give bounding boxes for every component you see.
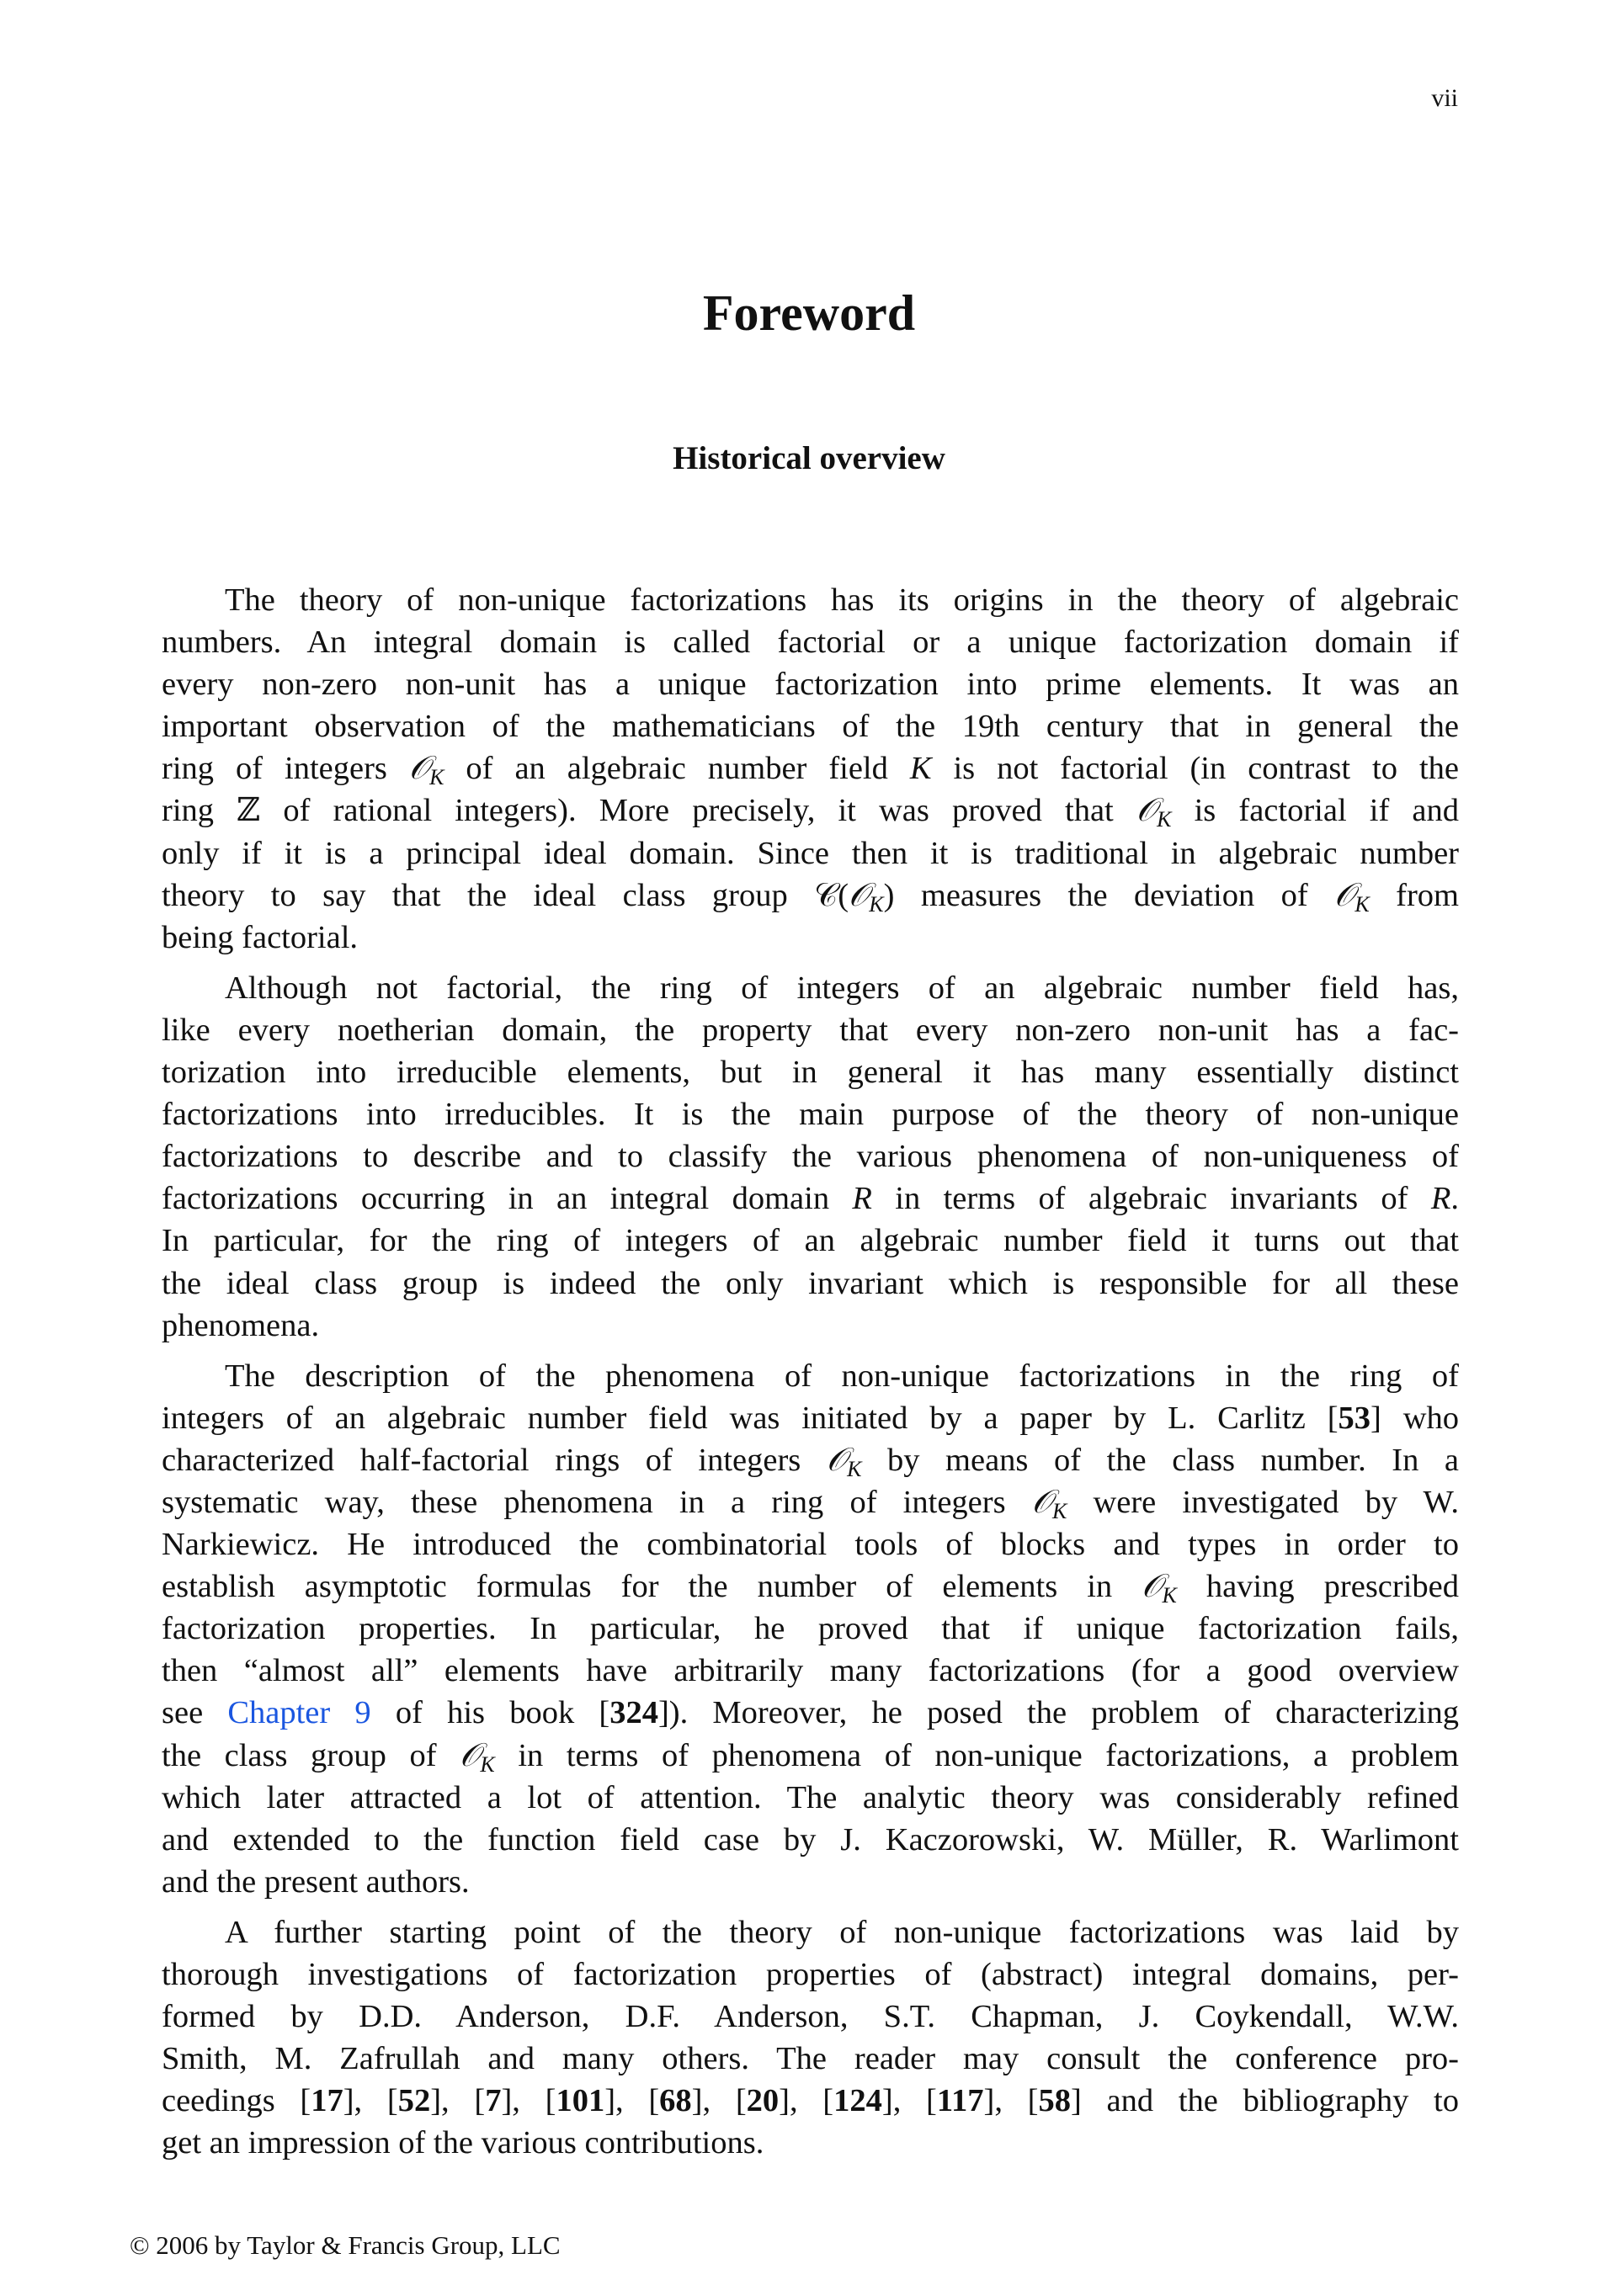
text-run: then “almost all” elements have arbitrarily many factorizations (for a good overview [162,1653,1459,1689]
text-run: The theory of non-unique factorizations has its origins in the theory of algebraic [225,582,1459,618]
body-text [162,579,1459,2172]
math-subscript: K [480,1751,495,1777]
text-line [162,967,1459,1009]
math-subscript: K [1051,1498,1067,1523]
text-run: of his book [ [370,1695,610,1731]
text-run: The description of the phenomena of non-unique factorizations in the ring of [225,1358,1459,1394]
text-run: is factorial if and [1171,793,1459,829]
citation-number: 101 [556,2083,605,2119]
text-run: torization into irreducible elements, but in general it has many essentially distinct [162,1055,1459,1091]
text-run: integers of an algebraic number field was initiated by a paper by L. Carlitz [ [162,1400,1339,1436]
text-run: Smith, M. Zafrullah and many others. The reader may consult the conference pro- [162,2041,1459,2077]
text-run: ], [ [604,2083,660,2119]
text-run: ], [ [343,2083,398,2119]
text-run: like every noetherian domain, the property that every non-zero non-unit has a fac- [162,1012,1459,1048]
text-run: establish asymptotic formulas for the number of elements in [162,1569,1142,1605]
text-run: . [1450,1181,1459,1217]
text-line [162,1220,1459,1262]
text-line [162,917,1459,959]
text-run: get an impression of the various contributions. [162,2125,764,2161]
citation-number: 20 [746,2083,780,2119]
citation-number: 58 [1038,2083,1071,2119]
text-run: ], [ [779,2083,834,2119]
text-run: systematic way, these phenomena in a ring of integers [162,1484,1032,1520]
text-line [162,1861,1459,1903]
citation-number: 7 [485,2083,502,2119]
citation-number: 124 [833,2083,882,2119]
text-run: and the present authors. [162,1863,470,1900]
math-symbol: 𝒪 [1142,1567,1163,1606]
text-run: thorough investigations of factorization properties of (abstract) integral domains, per- [162,1957,1459,1992]
text-run: only if it is a principal ideal domain. Since then it is traditional in algebraic number [162,835,1459,871]
math-subscript: K [1355,891,1370,917]
text-run: in terms of algebraic invariants of [871,1181,1431,1217]
text-line [162,621,1459,663]
chapter-link[interactable]: Chapter 9 [227,1695,371,1731]
text-run: being factorial. [162,919,359,955]
text-run: from [1369,877,1459,913]
math-symbol: 𝒪 [460,1735,481,1774]
math-ring-of-integers [826,1440,862,1481]
text-run: see [162,1695,228,1731]
math-ring-of-integers [408,749,444,790]
text-line [162,1439,1459,1481]
text-line [162,1305,1459,1347]
text-line [162,1953,1459,1996]
text-run: characterized half-factorial rings of integers [162,1442,827,1478]
math-variable: K [909,751,932,787]
text-line [162,705,1459,747]
text-line [162,1397,1459,1439]
paragraph [162,967,1459,1347]
math-subscript: K [1157,807,1172,832]
chapter-title: Foreword [702,285,916,341]
text-run: A further starting point of the theory of non-unique factorizations was laid by [225,1914,1459,1950]
text-line [162,789,1459,832]
text-line [162,1911,1459,1953]
text-line [162,1051,1459,1093]
text-run: factorizations occurring in an integral domain [162,1181,853,1217]
math-ring-of-integers [1031,1482,1067,1523]
text-line [162,1135,1459,1177]
text-run: ], [ [983,2083,1039,2119]
text-run: numbers. An integral domain is called factorial or a unique factorization domain if [162,624,1459,661]
text-run: the ideal class group is indeed the only invariant which is responsible for all these [162,1265,1459,1301]
text-line [162,1996,1459,2038]
citation-number: 68 [659,2083,692,2119]
text-line [162,2122,1459,2164]
text-run: Although not factorial, the ring of integers of an algebraic number field has, [225,970,1459,1006]
text-run: ceedings [ [162,2083,311,2119]
text-run: ring of integers [162,751,409,787]
text-run: Narkiewicz. He introduced the combinatorial tools of blocks and types in order to [162,1527,1459,1563]
math-symbol: 𝒪 [1334,875,1355,914]
text-line [162,1692,1459,1734]
text-run: which later attracted a lot of attention. The analytic theory was considerably refined [162,1779,1459,1815]
text-run: factorizations into irreducibles. It is the main purpose of the theory of non-unique [162,1097,1459,1133]
text-line [162,1262,1459,1305]
text-run: ring ℤ of rational integers). More precisely, it was proved that [162,793,1136,829]
text-run: by means of the class number. In a [861,1442,1459,1478]
text-run: ], [ [881,2083,937,2119]
text-run: ] who [1371,1400,1460,1436]
text-line [162,1819,1459,1861]
text-run: of an algebraic number field [444,751,910,787]
text-line [162,874,1459,917]
text-line [162,2038,1459,2080]
math-ring-of-integers [1334,875,1370,917]
math-symbol: 𝒪 [826,1440,848,1479]
text-run: ], [ [430,2083,486,2119]
text-line [162,1093,1459,1135]
text-line [162,1650,1459,1692]
math-ring-of-integers [1142,1567,1177,1608]
math-subscript: K [847,1456,862,1481]
math-subscript: K [869,891,884,917]
math-symbol: 𝒪 [849,875,870,914]
text-run: is not factorial (in contrast to the [931,751,1459,787]
text-line [162,1735,1459,1777]
text-line [162,2080,1459,2122]
text-line [162,1481,1459,1523]
text-run: ], [ [691,2083,747,2119]
text-run: formed by D.D. Anderson, D.F. Anderson, S.T. Chapman, J. Coykendall, W.W. [162,1999,1459,2035]
math-subscript: K [1162,1583,1177,1608]
math-ring-of-integers [1136,791,1172,832]
text-run: every non-zero non-unit has a unique factorization into prime elements. It was an [162,667,1459,703]
text-line [162,1608,1459,1650]
citation-number: 117 [936,2083,984,2119]
text-run: ], [ [501,2083,556,2119]
text-run: were investigated by W. [1067,1484,1459,1520]
text-line [162,747,1459,789]
text-line [162,1565,1459,1608]
text-run: theory to say that the ideal class group 𝒞( [162,877,849,913]
math-ring-of-integers [849,875,884,917]
text-line [162,1355,1459,1397]
citation-number: 324 [609,1695,658,1731]
text-run: and extended to the function field case by J. Kaczorowski, W. Müller, R. Warlimont [162,1821,1459,1858]
text-line [162,663,1459,705]
text-run: in terms of phenomena of non-unique factorizations, a problem [494,1737,1460,1773]
text-line [162,579,1459,621]
text-run: In particular, for the ring of integers of an algebraic number field it turns out that [162,1223,1459,1259]
math-symbol: 𝒪 [408,749,430,788]
text-run: phenomena. [162,1307,320,1343]
paragraph [162,1355,1459,1903]
math-symbol: 𝒪 [1136,791,1158,830]
math-subscript: K [429,765,444,790]
citation-number: 17 [311,2083,343,2119]
math-ring-of-integers [460,1735,495,1777]
text-run: ) measures the deviation of [883,877,1335,913]
text-run: factorizations to describe and to classify the various phenomena of non-uniqueness of [162,1139,1459,1175]
text-run: ] and the bibliography to [1071,2083,1459,2119]
text-run: having prescribed [1176,1569,1459,1605]
text-run: ]). Moreover, he posed the problem of characterizing [657,1695,1459,1731]
section-title: Historical overview [673,440,945,476]
paragraph [162,1911,1459,2165]
paragraph [162,579,1459,959]
copyright-footer: © 2006 by Taylor & Francis Group, LLC [130,2230,561,2260]
text-line [162,832,1459,874]
text-run: factorization properties. In particular, he proved that if unique factorization fails, [162,1611,1459,1647]
text-run: the class group of [162,1737,460,1773]
citation-number: 52 [397,2083,431,2119]
text-line [162,1777,1459,1819]
page-number: vii [1431,84,1458,112]
text-run: important observation of the mathematicians of the 19th century that in general the [162,709,1459,745]
math-variable: R [852,1181,872,1217]
text-line [162,1177,1459,1220]
citation-number: 53 [1338,1400,1371,1436]
math-variable: R [1430,1181,1451,1217]
text-line [162,1523,1459,1565]
text-line [162,1009,1459,1051]
math-symbol: 𝒪 [1031,1482,1052,1521]
